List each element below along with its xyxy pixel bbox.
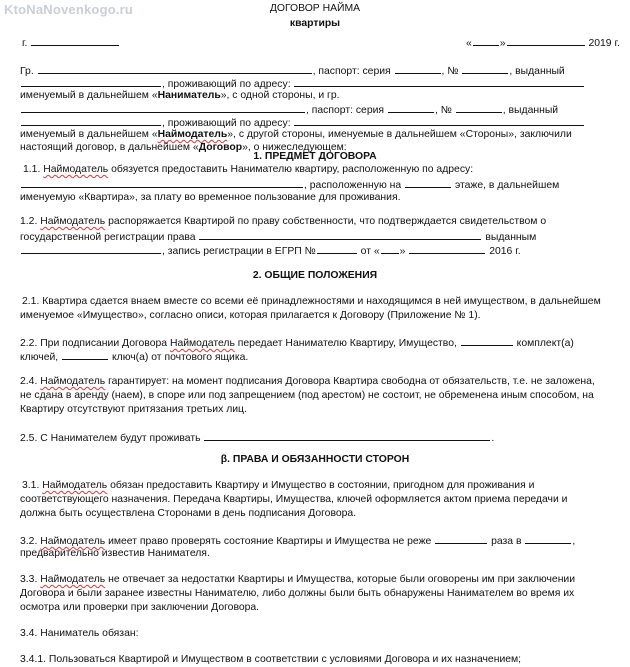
- clause-2-1-line-1: 2.1. Квартира сдается внаем вместе со всеми её принадлежностями и находящимся в ней имуществом, в дальнейшем: [22, 296, 601, 307]
- landlord-role-suffix: », с другой стороны, именуемые в дальнейшем «Стороны», заключили: [227, 129, 572, 140]
- clause-1-2-line-2: [20, 229, 536, 244]
- tenant-role: Наниматель: [157, 90, 221, 101]
- clause-text: 2.5. С Нанимателем будут проживать: [20, 433, 201, 444]
- clause-text: от «: [360, 246, 380, 257]
- clause-2-2-line-1: [20, 335, 574, 350]
- clause-number: 3.2.: [20, 536, 38, 547]
- landlord-term: Наймодатель: [40, 216, 106, 227]
- clause-number: 3.1.: [22, 480, 40, 491]
- tenant-role-prefix: именуемый в дальнейшем «: [20, 90, 158, 101]
- tenant-passport-series-blank[interactable]: [395, 63, 441, 74]
- inspection-times-blank[interactable]: [435, 533, 487, 544]
- address-label: , проживающий по адресу:: [162, 118, 291, 129]
- passport-number-label: , №: [441, 66, 459, 77]
- date-quote-open: «: [466, 38, 472, 49]
- clause-3-1-line-2: соответствующего назначения. Передача Квартиры, Имущества, ключей оформляется актом приема передачи и: [20, 494, 568, 505]
- cohabitants-blank[interactable]: [204, 430, 490, 441]
- clause-number: 2.4.: [20, 376, 38, 387]
- landlord-term: Наймодатель: [43, 164, 109, 175]
- tenant-passport-number-blank[interactable]: [462, 63, 508, 74]
- clause-1-2-line-3: [20, 243, 521, 258]
- clause-text: ключ(а) от почтового ящика.: [111, 352, 249, 363]
- tenant-name-blank[interactable]: [38, 63, 312, 74]
- apartment-address-blank[interactable]: [21, 177, 303, 188]
- clause-text: обязан предоставить Квартиру и Имущество в состоянии, пригодном для проживания и: [110, 480, 535, 491]
- tenant-address-blank[interactable]: [294, 76, 584, 87]
- issued-label: , выданный: [502, 105, 559, 116]
- city-blank[interactable]: [31, 35, 119, 46]
- contract-def-prefix: настоящий договор, в дальнейшем «: [20, 142, 199, 153]
- clause-text: комплект(а): [516, 338, 574, 349]
- date-month-blank[interactable]: [507, 35, 585, 46]
- date-day-blank[interactable]: [473, 35, 499, 46]
- clause-1-2-line-1: [20, 215, 546, 228]
- landlord-term: Наймодатель: [40, 536, 106, 547]
- contract-def-suffix: », о нижеследующем:: [242, 142, 347, 153]
- clause-3-2-line-2: предварительно известив Нанимателя.: [20, 548, 210, 559]
- section-2-title: 2. ОБЩИЕ ПОЛОЖЕНИЯ: [252, 270, 378, 281]
- landlord-role: Наймодатель: [157, 129, 228, 140]
- clause-2-4-line-1: [20, 375, 595, 388]
- date-quote-close: »: [499, 38, 506, 49]
- clause-text: распоряжается Квартирой по праву собственности, что подтверждается свидетельством о: [108, 216, 547, 227]
- clause-3-1-line-1: [22, 479, 534, 492]
- site-watermark: KtoNaNovenkogo.ru: [4, 2, 134, 17]
- tenant-role-suffix: », с одной стороны, и гр.: [220, 90, 340, 101]
- clause-2-1-line-2: именуемое «Имущество», согласно описи, которая прилагается к Договору (Приложение № 1).: [20, 310, 481, 321]
- clause-number: 1.2.: [20, 216, 38, 227]
- clause-text: государственной регистрации права: [20, 232, 196, 243]
- clause-3-1-line-3: должна быть осуществлена Сторонами в день подписания Договора.: [20, 508, 357, 519]
- city-line: [22, 35, 120, 50]
- party-line-6: [20, 128, 572, 141]
- clause-text: раза в: [491, 536, 522, 547]
- landlord-term: Наймодатель: [40, 574, 106, 585]
- section-3-title: β. ПРАВА И ОБЯЗАННОСТИ СТОРОН: [220, 454, 410, 465]
- landlord-term: Наймодатель: [40, 376, 106, 387]
- clause-text: этаже, в дальнейшем: [454, 180, 560, 191]
- clause-text: .: [491, 433, 495, 444]
- clause-3-3-line-1: [20, 573, 575, 586]
- clause-text: не отвечает за недостатки Квартиры и Имущества, которые были оговорены им при заключении: [108, 574, 576, 585]
- clause-number: 3.3.: [20, 574, 38, 585]
- address-label: , проживающий по адресу:: [162, 79, 291, 90]
- landlord-passport-series-blank[interactable]: [388, 102, 434, 113]
- landlord-name-blank[interactable]: [21, 102, 305, 113]
- clause-2-4-line-2: не сдана в аренду (наем), в споре или под запрещением (под арестом) не состоит, не обременена иным способом, на: [20, 390, 594, 401]
- landlord-address-blank[interactable]: [294, 115, 584, 126]
- landlord-passport-number-blank[interactable]: [456, 102, 502, 113]
- clause-2-5: [20, 430, 494, 445]
- clause-text: , запись регистрации в ЕГРП №: [162, 246, 316, 257]
- clause-3-2-line-1: [20, 533, 575, 548]
- floor-blank[interactable]: [405, 177, 451, 188]
- document-title: ДОГОВОР НАЙМА: [269, 3, 361, 14]
- date-year: 2019 г.: [588, 38, 620, 49]
- reg-month-blank[interactable]: [409, 243, 485, 254]
- registry-number-blank[interactable]: [317, 243, 357, 254]
- clause-text: выданным: [485, 232, 537, 243]
- issued-label: , выданный: [509, 66, 565, 77]
- tenant-issued-blank[interactable]: [21, 76, 161, 87]
- clause-1-1-line-2: [20, 177, 559, 192]
- issuer-blank[interactable]: [21, 243, 161, 254]
- mailbox-keys-blank[interactable]: [62, 349, 108, 360]
- city-prefix: г.: [22, 38, 28, 49]
- clause-text: 2016 г.: [489, 246, 521, 257]
- party-prefix: Гр.: [20, 66, 34, 77]
- landlord-issued-blank[interactable]: [21, 115, 161, 126]
- clause-2-2-line-2: [20, 349, 248, 364]
- contract-def: Договор: [198, 142, 243, 153]
- clause-1-1-line-1: [23, 163, 473, 176]
- certificate-blank[interactable]: [199, 229, 481, 240]
- reg-day-blank[interactable]: [381, 243, 399, 254]
- landlord-term: Наймодатель: [42, 480, 108, 491]
- clause-text: имеет право проверять состояние Квартиры и Имущества не реже: [108, 536, 432, 547]
- clause-text: передает Нанимателю Квартиру, Имущество,: [237, 338, 457, 349]
- clause-2-4-line-3: Квартиру отсутствуют притязания третьих лиц.: [20, 404, 247, 415]
- passport-series-label: , паспорт: серия: [312, 66, 391, 77]
- date-line: [466, 35, 620, 50]
- inspection-period-blank[interactable]: [525, 533, 571, 544]
- clause-1-1-line-3: именуемую «Квартира», за плату во временное пользование для проживания.: [20, 192, 401, 203]
- clause-3-3-line-2: Договора и были заранее известны Нанимателю, либо должны были быть обнаружены Нанимателем во время их: [20, 588, 575, 599]
- party-line-3: [20, 89, 340, 102]
- clause-text: 2.2. При подписании Договора: [20, 338, 168, 349]
- landlord-term: Наймодатель: [169, 338, 235, 349]
- clause-text: , расположенную на: [304, 180, 402, 191]
- document-subtitle: квартиры: [289, 18, 341, 29]
- section-1-title: 1. ПРЕДМЕТ ДОГОВОРА: [253, 151, 377, 162]
- clause-3-4-1: 3.4.1. Пользоваться Квартирой и Имуществом в соответствии с условиями Договора и их назначением;: [20, 654, 522, 665]
- landlord-role-prefix: именуемый в дальнейшем «: [20, 129, 158, 140]
- clause-number: 1.1.: [23, 164, 41, 175]
- clause-3-3-line-3: осмотра или проверки при заключении Договора.: [20, 602, 260, 613]
- passport-series-label: , паспорт: серия: [306, 105, 385, 116]
- clause-text: ,: [572, 536, 576, 547]
- clause-3-4: 3.4. Наниматель обязан:: [20, 628, 139, 639]
- clause-text: обязуется предоставить Нанимателю квартиру, расположенную по адресу:: [111, 164, 474, 175]
- passport-number-label: , №: [434, 105, 452, 116]
- keys-count-blank[interactable]: [461, 335, 513, 346]
- clause-text: гарантирует: на момент подписания Договора Квартира свободна от обязательств, т.е. не заложена,: [108, 376, 595, 387]
- clause-text: »: [399, 246, 406, 257]
- clause-text: ключей,: [20, 352, 59, 363]
